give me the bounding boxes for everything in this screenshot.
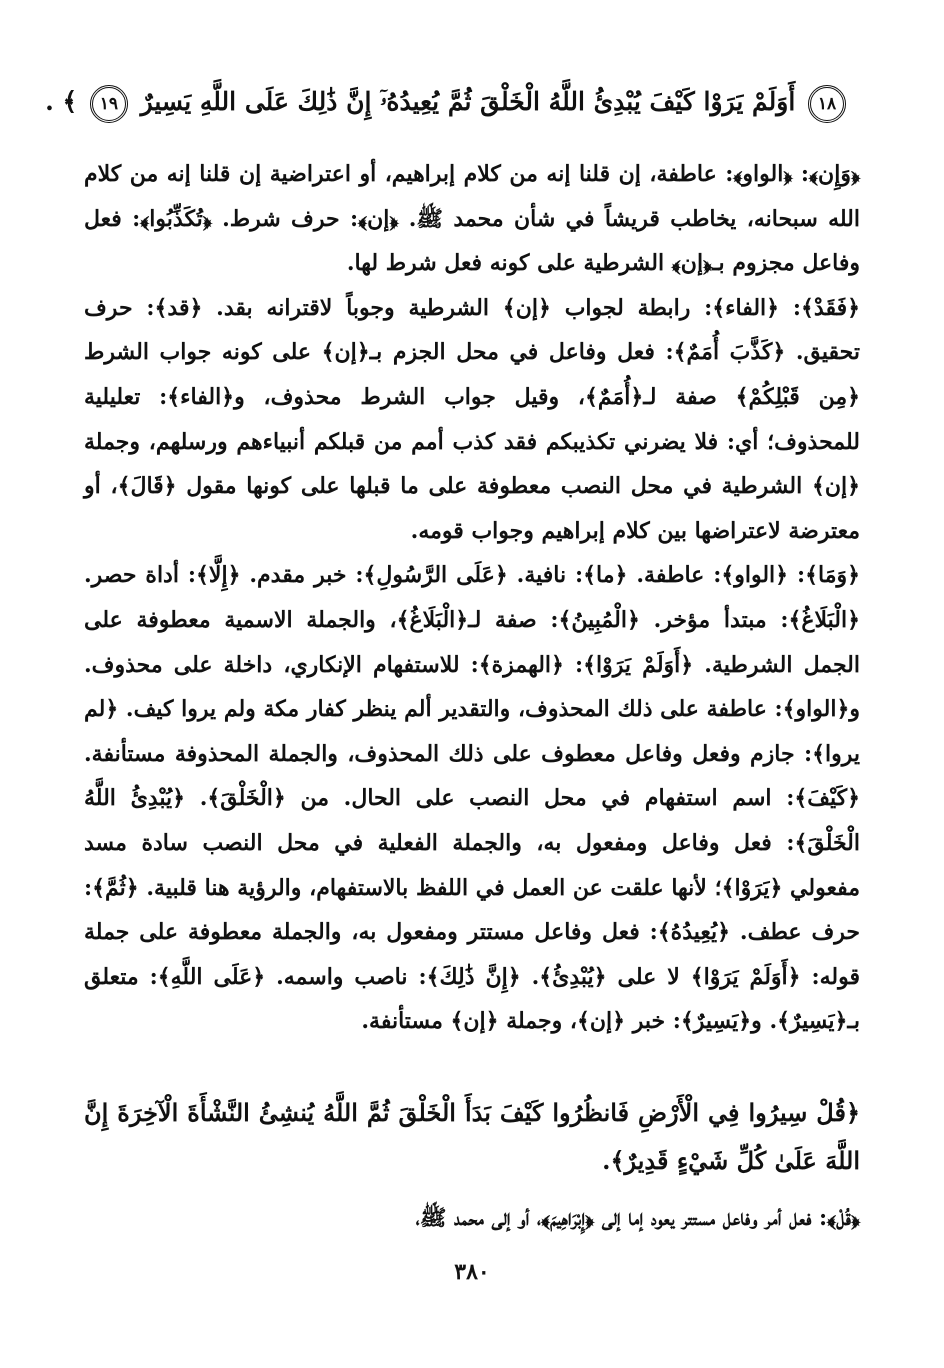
commentary-continuation	[84, 1196, 860, 1240]
verse-text: أَوَلَمْ يَرَوْا كَيْفَ يُبْدِئُ اللَّهُ الْخَلْقَ ثُمَّ يُعِيدُهُۥٓ إِنَّ ذَٰلِكَ عَلَى اللَّهِ يَسِيرٌ	[140, 87, 796, 116]
grammar-commentary	[84, 152, 860, 1044]
commentary-paragraph: ﴿وَمَا﴾: ﴿الواو﴾: عاطفة. ﴿ما﴾: نافية. ﴿عَلَى الرَّسُولِ﴾: خبر مقدم. ﴿إِلَّا﴾: أداة حصر. ﴿الْبَلَاغُ﴾: مبتدأ مؤخر. ﴿الْمُبِينُ﴾: صفة لـ﴿الْبَلَاغُ﴾، والجملة الاسمية معطوفة على الجمل الشرطية. ﴿أَوَلَمْ يَرَوْا﴾: ﴿الهمزة﴾: للاستفهام الإنكاري، داخلة على محذوف. و﴿الواو﴾: عاطفة على ذلك المحذوف، والتقدير ألم ينظر كفار مكة ولم يروا كيف. ﴿لم يروا﴾: جازم وفعل وفاعل معطوف على ذلك المحذوف، والجملة المحذوفة مستأنفة. ﴿كَيْفَ﴾: اسم استفهام في محل النصب على الحال. من ﴿الْخَلْقَ﴾. ﴿يُبْدِئُ اللَّهُ الْخَلْقَ﴾: فعل وفاعل ومفعول به، والجملة الفعلية في محل النصب سادة مسد مفعولي ﴿يَرَوْا﴾؛ لأنها علقت عن العمل في اللفظ بالاستفهام، والرؤية هنا قلبية. ﴿ثُمَّ﴾: حرف عطف. ﴿يُعِيدُهُ﴾: فعل وفاعل مستتر ومفعول به، والجملة معطوفة على جملة قوله: ﴿أَوَلَمْ يَرَوْا﴾ لا على ﴿يُبْدِئُ﴾. ﴿إِنَّ ذَٰلِكَ﴾: ناصب واسمه. ﴿عَلَى اللَّهِ﴾: متعلق بـ﴿يَسِيرٌ﴾. و﴿يَسِيرٌ﴾: خبر ﴿إن﴾، وجملة ﴿إن﴾ مستأنفة.	[84, 562, 860, 1035]
verse-text: ﴿قُلْ سِيرُوا فِي الْأَرْضِ فَانظُرُوا كَيْفَ بَدَأَ الْخَلْقَ ثُمَّ اللَّهُ يُنشِئُ النَّشْأَةَ الْآخِرَةَ إِنَّ اللَّهَ عَلَىٰ كُلِّ شَيْءٍ قَدِيرٌ﴾.	[84, 1098, 861, 1175]
quran-verse-block	[84, 1089, 860, 1185]
verse-number-badge: ١٨	[808, 85, 846, 123]
commentary-paragraph: ﴿فَقَدْ﴾: ﴿الفاء﴾: رابطة لجواب ﴿إن﴾ الشرطية وجوباً لاقترانه بقد. ﴿قد﴾: حرف تحقيق. ﴿كَذَّبَ أُمَمٌ﴾: فعل وفاعل في محل الجزم بـ﴿إن﴾ على كونه جواب الشرط ﴿مِن قَبْلِكُمْ﴾ صفة لـ﴿أُمَمٌ﴾، وقيل جواب الشرط محذوف، و﴿الفاء﴾: تعليلية للمحذوف؛ أي: فلا يضرني تكذيبكم فقد كذب أمم من قبلكم أنبياءهم ورسلهم، وجملة ﴿إن﴾ الشرطية في محل النصب معطوفة على ما قبلها على كونها مقول ﴿قَالَ﴾، أو معترضة لاعتراضها بين كلام إبراهيم وجواب قومه.	[84, 294, 860, 544]
quran-verse-header	[45, 82, 850, 123]
page-number: ٣٨٠	[454, 1259, 490, 1285]
commentary-paragraph: ﴿وَإِن﴾: ﴿الواو﴾: عاطفة، إن قلنا إنه من كلام إبراهيم، أو اعتراضية إن قلنا إنه من كلام الله سبحانه، يخاطب قريشاً في شأن محمد ﷺ. ﴿إن﴾: حرف شرط. ﴿تُكَذِّبُوا﴾: فعل وفاعل مجزوم بـ﴿إن﴾ الشرطية على كونه فعل شرط لها.	[84, 161, 860, 277]
verse-number-badge: ١٩	[90, 85, 128, 123]
commentary-paragraph: ﴿قُلْ﴾: فعل أمر وفاعل مستتر يعود إما إلى ﴿إِبْرَاهِيمَ﴾، أو إلى محمد ﷺ،	[415, 1205, 860, 1231]
verse-ornament: ﴾ .	[45, 87, 78, 116]
